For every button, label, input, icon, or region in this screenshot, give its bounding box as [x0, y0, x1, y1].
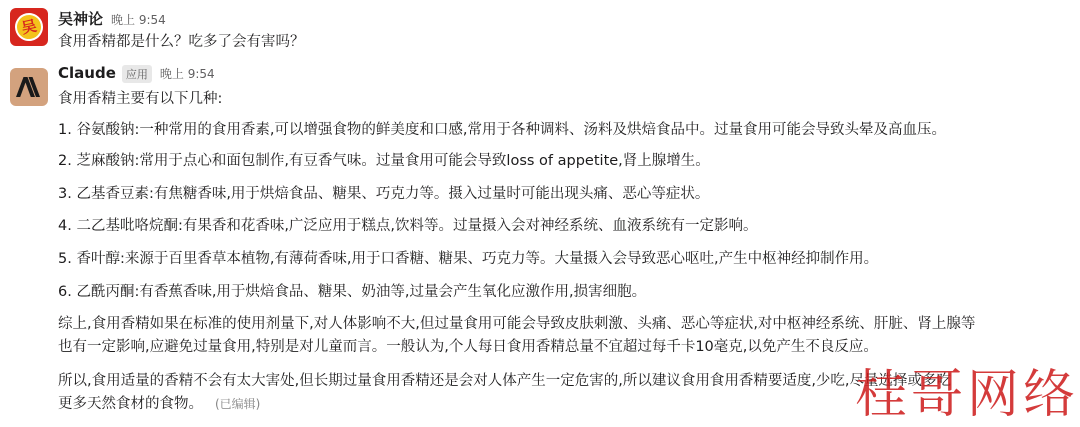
closing-line-text: 更多天然食材的食物。 [58, 396, 203, 412]
user-avatar[interactable] [10, 8, 48, 46]
app-badge: 应用 [122, 65, 152, 83]
list-item: 5. 香叶醇:来源于百里香草本植物,有薄荷香味,用于口香糖、糖果、巧克力等。大量摄入会导致恶心呕吐,产生中枢神经抑制作用。 [58, 251, 879, 267]
claude-avatar[interactable] [10, 68, 48, 106]
claude-message-header [58, 64, 215, 86]
claude-timestamp[interactable]: 晚上 9:54 [159, 67, 215, 81]
list-item: 3. 乙基香豆素:有焦糖香味,用于烘焙食品、糖果、巧克力等。摄入过量时可能出现头痛、恶心等症状。 [58, 186, 710, 202]
list-item: 2. 芝麻酸钠:常用于点心和面包制作,有豆香气味。过量食用可能会导致loss of appetite,肾上腺增生。 [58, 153, 710, 169]
claude-logo-icon [14, 75, 44, 99]
claude-name[interactable]: Claude [58, 64, 116, 82]
user-avatar-badge-icon: 吴 [12, 10, 45, 43]
list-item: 4. 二乙基吡咯烷酮:有果香和花香味,广泛应用于糕点,饮料等。过量摄入会对神经系统、血液系统有一定影响。 [58, 218, 758, 234]
user-message-text: 食用香精都是什么？吃多了会有害吗？ [58, 34, 305, 50]
user-name[interactable]: 吴神论 [58, 10, 104, 28]
summary-line: 也有一定影响,应避免过量食用,特别是对儿童而言。一般认为,个人每日食用香精总量不宜超过每千卡10毫克,以免产生不良反应。 [58, 339, 878, 355]
user-message-header [58, 8, 166, 30]
list-item: 6. 乙酰丙酮:有香蕉香味,用于烘焙食品、糖果、奶油等,过量会产生氧化应激作用,损害细胞。 [58, 284, 647, 300]
user-timestamp[interactable]: 晚上 9:54 [111, 13, 166, 27]
edited-label: (已编辑) [215, 397, 261, 411]
list-item: 1. 谷氨酸钠:一种常用的食用香素,可以增强食物的鲜美度和口感,常用于各种调料、汤料及烘焙食品中。过量食用可能会导致头晕及高血压。 [58, 122, 947, 138]
closing-line-last [58, 393, 1074, 415]
closing-line: 所以,食用适量的香精不会有太大害处,但长期过量食用香精还是会对人体产生一定危害的,所以建议食用食用香精要适度,少吃,尽量选择或多吃 [58, 373, 952, 389]
summary-line: 综上,食用香精如果在标准的使用剂量下,对人体影响不大,但过量食用可能会导致皮肤刺激、头痛、恶心等症状,对中枢神经系统、肝脏、肾上腺等 [58, 316, 976, 332]
watermark-text: 桂哥网络 [855, 365, 1080, 425]
claude-intro: 食用香精主要有以下几种: [58, 91, 223, 107]
